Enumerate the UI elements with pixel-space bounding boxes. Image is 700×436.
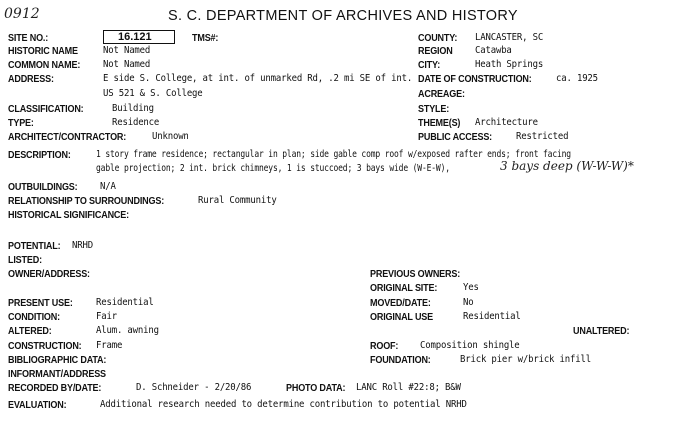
foundation-value: Brick pier w/brick infill bbox=[460, 354, 591, 365]
site-no-value: 16.121 bbox=[118, 31, 152, 43]
description-line2: gable projection; 2 int. brick chimneys, 1 is stuccoed; 3 bays wide (W-E-W), bbox=[96, 163, 450, 174]
unaltered-label: UNALTERED: bbox=[573, 325, 630, 337]
classification-label: CLASSIFICATION: bbox=[8, 103, 84, 115]
moved-date-label: MOVED/DATE: bbox=[370, 297, 431, 309]
altered-label: ALTERED: bbox=[8, 325, 52, 337]
tms-label: TMS#: bbox=[192, 32, 219, 44]
informant-address-label: INFORMANT/ADDRESS bbox=[8, 368, 106, 380]
site-no-label: SITE NO.: bbox=[8, 32, 49, 44]
recorded-by-value: D. Schneider - 2/20/86 bbox=[136, 382, 252, 393]
region-value: Catawba bbox=[475, 45, 512, 56]
address-label: ADDRESS: bbox=[8, 73, 54, 85]
original-use-label: ORIGINAL USE bbox=[370, 311, 433, 323]
condition-value: Fair bbox=[96, 311, 117, 322]
date-of-construction-value: ca. 1925 bbox=[556, 73, 598, 84]
description-label: DESCRIPTION: bbox=[8, 149, 71, 161]
original-site-value: Yes bbox=[463, 282, 479, 293]
acreage-label: ACREAGE: bbox=[418, 88, 465, 100]
construction-label: CONSTRUCTION: bbox=[8, 340, 82, 352]
original-site-label: ORIGINAL SITE: bbox=[370, 282, 438, 294]
previous-owners-label: PREVIOUS OWNERS: bbox=[370, 268, 461, 280]
city-value: Heath Springs bbox=[475, 59, 544, 70]
address-line2: US 521 & S. College bbox=[103, 88, 203, 99]
condition-label: CONDITION: bbox=[8, 311, 60, 323]
roof-label: ROOF: bbox=[370, 340, 399, 352]
region-label: REGION bbox=[418, 45, 453, 57]
owner-address-label: OWNER/ADDRESS: bbox=[8, 268, 90, 280]
potential-label: POTENTIAL: bbox=[8, 240, 61, 252]
common-name-value: Not Named bbox=[103, 59, 151, 70]
type-value: Residence bbox=[112, 117, 160, 128]
photo-data-value: LANC Roll #22:8; B&W bbox=[356, 382, 461, 393]
potential-value: NRHD bbox=[72, 240, 93, 251]
evaluation-label: EVALUATION: bbox=[8, 399, 67, 411]
evaluation-value: Additional research needed to determine contribution to potential NRHD bbox=[100, 399, 467, 410]
historic-name-value: Not Named bbox=[103, 45, 151, 56]
construction-value: Frame bbox=[96, 340, 123, 351]
description-line1: 1 story frame residence; rectangular in plan; side gable comp roof w/exposed rafter ends; front facing bbox=[96, 149, 571, 160]
themes-label: THEME(S) bbox=[418, 117, 461, 129]
moved-date-value: No bbox=[463, 297, 474, 308]
present-use-value: Residential bbox=[96, 297, 154, 308]
address-line1: E side S. College, at int. of unmarked Rd, .2 mi SE of int. bbox=[103, 73, 413, 84]
handwritten-bays-deep: 3 bays deep (W-W-W)* bbox=[500, 159, 634, 173]
recorded-by-label: RECORDED BY/DATE: bbox=[8, 382, 102, 394]
style-label: STYLE: bbox=[418, 103, 450, 115]
photo-data-label: PHOTO DATA: bbox=[286, 382, 346, 394]
classification-value: Building bbox=[112, 103, 154, 114]
bibliographic-data-label: BIBLIOGRAPHIC DATA: bbox=[8, 354, 107, 366]
county-label: COUNTY: bbox=[418, 32, 458, 44]
handwritten-card-number: 0912 bbox=[4, 6, 40, 22]
listed-label: LISTED: bbox=[8, 254, 42, 266]
outbuildings-label: OUTBUILDINGS: bbox=[8, 181, 78, 193]
county-value: LANCASTER, SC bbox=[475, 32, 544, 43]
outbuildings-value: N/A bbox=[100, 181, 116, 192]
date-of-construction-label: DATE OF CONSTRUCTION: bbox=[418, 73, 532, 85]
architect-label: ARCHITECT/CONTRACTOR: bbox=[8, 131, 127, 143]
type-label: TYPE: bbox=[8, 117, 34, 129]
relationship-label: RELATIONSHIP TO SURROUNDINGS: bbox=[8, 195, 165, 207]
historical-significance-label: HISTORICAL SIGNIFICANCE: bbox=[8, 209, 129, 221]
public-access-value: Restricted bbox=[516, 131, 569, 142]
public-access-label: PUBLIC ACCESS: bbox=[418, 131, 493, 143]
historic-name-label: HISTORIC NAME bbox=[8, 45, 78, 57]
original-use-value: Residential bbox=[463, 311, 521, 322]
common-name-label: COMMON NAME: bbox=[8, 59, 81, 71]
present-use-label: PRESENT USE: bbox=[8, 297, 73, 309]
themes-value: Architecture bbox=[475, 117, 538, 128]
page-title: S. C. DEPARTMENT OF ARCHIVES AND HISTORY bbox=[168, 8, 518, 24]
roof-value: Composition shingle bbox=[420, 340, 520, 351]
city-label: CITY: bbox=[418, 59, 441, 71]
foundation-label: FOUNDATION: bbox=[370, 354, 431, 366]
relationship-value: Rural Community bbox=[198, 195, 277, 206]
altered-value: Alum. awning bbox=[96, 325, 159, 336]
architect-value: Unknown bbox=[152, 131, 189, 142]
